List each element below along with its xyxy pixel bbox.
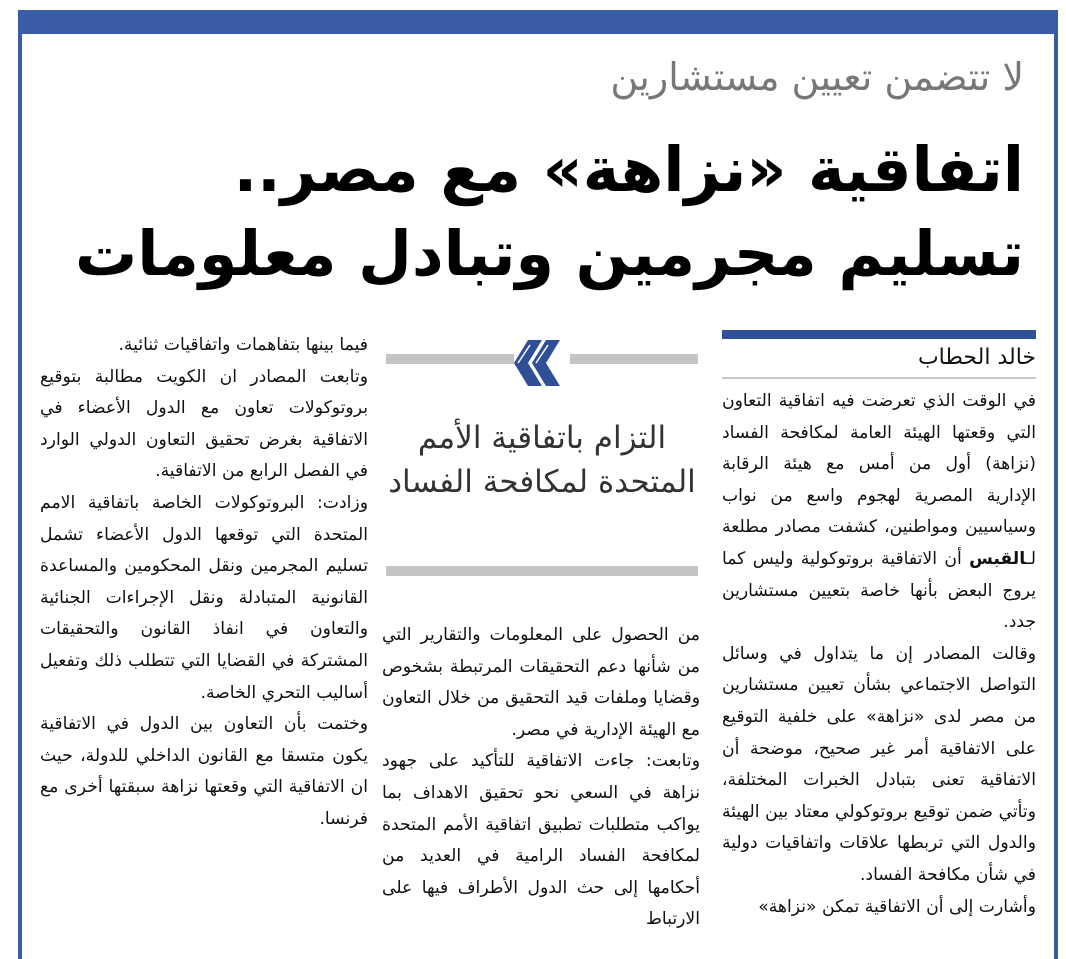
headline-line-2: تسليم مجرمين وتبادل معلومات	[74, 217, 1024, 290]
byline-divider	[722, 377, 1036, 379]
right-frame-border	[1054, 10, 1058, 959]
article-column-right	[722, 386, 1036, 923]
left-frame-border	[18, 10, 22, 959]
paragraph: فيما بينها بتفاهمات واتفاقيات ثنائية.	[118, 335, 368, 355]
article-column-left	[40, 330, 368, 836]
paragraph: وزادت: البروتوكولات الخاصة باتفاقية الامم المتحدة التي توقعها الدول الأعضاء تشمل تسليم المجرمين ونقل المحكومين والمساعدة القانونية المتبادلة ونقل الإجراءات الجنائية والتعاون في انفاذ القانون والتحقيقات المشتركة في القضايا التي تتطلب ذلك وتفعيل أساليب التحري الخاصة.	[40, 492, 368, 703]
double-chevron-icon-graphic	[514, 336, 570, 390]
paragraph	[722, 386, 1036, 639]
paragraph: وقالت المصادر إن ما يتداول في وسائل التواصل الاجتماعي بشأن تعيين مستشارين من مصر لدى «نزاهة» على خلفية التوقيع على الاتفاقية أمر غير صحيح، موضحة أن الاتفاقية تعنى بتبادل الخبرات المختلفة، وتأتي ضمن توقيع بروتوكولي معتاد بين الهيئة والدول التي تربطها علاقات واتفاقيات دولية في شأن مكافحة الفساد.	[722, 643, 1036, 885]
kicker-subtitle: لا تتضمن تعيين مستشارين	[610, 55, 1024, 99]
article-column-middle	[382, 620, 700, 936]
byline-author: خالد الحطاب	[917, 345, 1036, 370]
paragraph: وختمت بأن التعاون بين الدول في الاتفاقية يكون متسقا مع القانون الداخلي للدولة، حيث ان الاتفاقية التي وقعتها نزاهة سبقتها أخرى مع فرنسا.	[40, 714, 368, 829]
pull-quote-rule-bottom	[386, 566, 698, 576]
double-chevron-icon	[514, 336, 570, 390]
newspaper-name: القبس	[969, 548, 1026, 569]
byline-rule	[722, 330, 1036, 339]
paragraph-text: أن الاتفاقية بروتوكولية وليس كما يروج البعض بأنها خاصة بتعيين مستشارين جدد.	[722, 548, 1036, 633]
headline	[34, 128, 1024, 296]
paragraph: وتابعت المصادر ان الكويت مطالبة بتوقيع بروتوكولات تعاون مع الدول الأعضاء في الاتفاقية بغرض تحقيق التعاون الدولي الوارد في الفصل الرابع من الاتفاقية.	[40, 366, 368, 482]
paragraph-text: في الوقت الذي تعرضت فيه اتفاقية التعاون التي وقعتها الهيئة العامة لمكافحة الفساد (نزاهة) أول من أمس مع هيئة الرقابة الإدارية المصرية لهجوم واسع من نواب وسياسيين ومواطنين، كشفت مصادر مطلعة لـ	[722, 391, 1036, 569]
paragraph: وأشارت إلى أن الاتفاقية تمكن «نزاهة»	[758, 896, 1036, 917]
top-color-bar	[18, 10, 1058, 34]
pull-quote: التزام باتفاقية الأمم المتحدة لمكافحة الفساد	[388, 420, 696, 500]
paragraph: من الحصول على المعلومات والتقارير التي من شأنها دعم التحقيقات المرتبطة بشخوص وقضايا وملفات قيد التحقيق من خلال التعاون مع الهيئة الإدارية في مصر.	[382, 625, 700, 740]
paragraph: وتابعت: جاءت الاتفاقية للتأكيد على جهود نزاهة في السعي نحو تحقيق الاهداف بما يواكب متطلبات تطبيق اتفاقية الأمم المتحدة لمكافحة الفساد الرامية في العديد من أحكامها إلى حث الدول الأطراف فيها على الارتباط	[382, 751, 700, 930]
headline-line-1: اتفاقية «نزاهة» مع مصر..	[233, 133, 1024, 206]
